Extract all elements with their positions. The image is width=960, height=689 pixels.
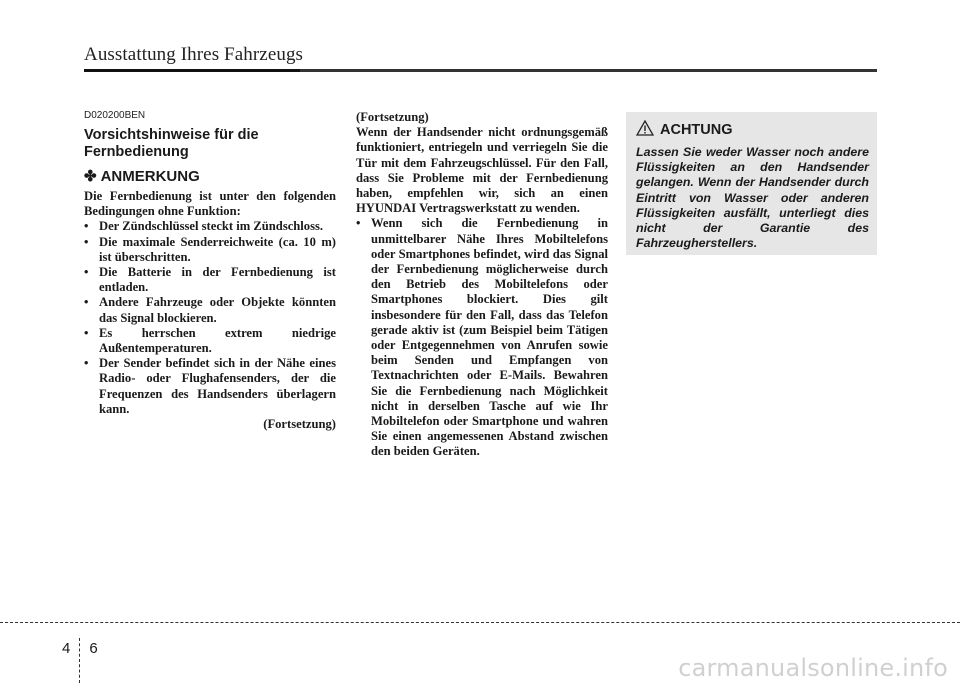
header-rule-accent (84, 69, 300, 72)
note-heading-label: ANMERKUNG (100, 167, 200, 185)
continued-label: (Fortsetzung) (263, 417, 336, 432)
note-star-icon: ✤ (84, 168, 97, 185)
list-item: • Die maximale Senderreichweite (ca. 10 m) ist überschritten. (84, 235, 336, 265)
warning-triangle-icon (636, 120, 654, 140)
warning-heading (636, 120, 869, 140)
section-title: Vorsichtshinweise für die Fernbedienung (84, 127, 259, 160)
body-paragraph: Wenn der Handsender nicht ordnungsgemäß funktioniert, entriegeln und verriegeln Sie die Tür mit dem Fahrzeugschlüssel. Für den Fall, dass Sie Probleme mit der Fernbedienung haben, empfehlen wir, sich an einen HYUNDAI Vertragswerkstatt zu wenden. (356, 125, 608, 216)
chapter-number: 4 (62, 640, 71, 657)
section-code: D020200BEN (84, 110, 146, 121)
list-item: • Der Sender befindet sich in der Nähe eines Radio- oder Flughafensenders, der die Frequenzen des Handsenders überlagern kann. (84, 356, 336, 417)
list-item: • Der Zündschlüssel steckt im Zündschloss. (84, 219, 336, 234)
continued-header: (Fortsetzung) (356, 110, 429, 124)
note-heading (84, 167, 336, 185)
page-number-separator (79, 638, 80, 683)
note-intro: Die Fernbedienung ist unter den folgenden Bedingungen ohne Funktion: (84, 189, 336, 219)
column-left (84, 110, 336, 432)
warning-text: Lassen Sie weder Wasser noch andere Flüssigkeiten an den Handsender gelangen. Wenn der Handsender durch Eintritt von Wasser oder anderen Flüssigkeiten ausfällt, unterliegt dies nicht der Garantie des Fahrzeugherstellers. (636, 145, 869, 251)
note-bullet-list (84, 219, 336, 417)
page-number (62, 626, 98, 671)
list-item: • Es herrschen extrem niedrige Außentemperaturen. (84, 326, 336, 356)
footer-rule (0, 622, 960, 623)
column-middle (356, 110, 608, 460)
body-bullet-list (356, 216, 608, 459)
warning-heading-label: ACHTUNG (660, 122, 733, 138)
list-item: • Wenn sich die Fernbedienung in unmittelbarer Nähe Ihres Mobiltelefons oder Smartphones befindet, wird das Signal der Fernbedienung möglicherweise durch den Betrieb des Mobiltelefons oder Smartphones blockiert. Dies gilt insbesondere für den Fall, dass das Telefon gerade aktiv ist (zum Beispiel beim Tätigen oder Entgegennehmen von Anrufen sowie beim Senden und Empfangen von Textnachrichten oder E-Mails. Bewahren Sie die Fernbedienung nach Möglichkeit nicht in derselben Tasche auf wie Ihr Mobiltelefon oder Smartphone und wahren Sie einen angemessenen Abstand zwischen den beiden Geräten. (356, 216, 608, 459)
watermark: carmanualsonline.info (678, 654, 948, 682)
page-number-value: 6 (89, 640, 98, 657)
list-item: • Andere Fahrzeuge oder Objekte könnten das Signal blockieren. (84, 295, 336, 325)
warning-box (626, 112, 877, 255)
page-header-title: Ausstattung Ihres Fahrzeugs (84, 44, 304, 65)
list-item: • Die Batterie in der Fernbedienung ist entladen. (84, 265, 336, 295)
